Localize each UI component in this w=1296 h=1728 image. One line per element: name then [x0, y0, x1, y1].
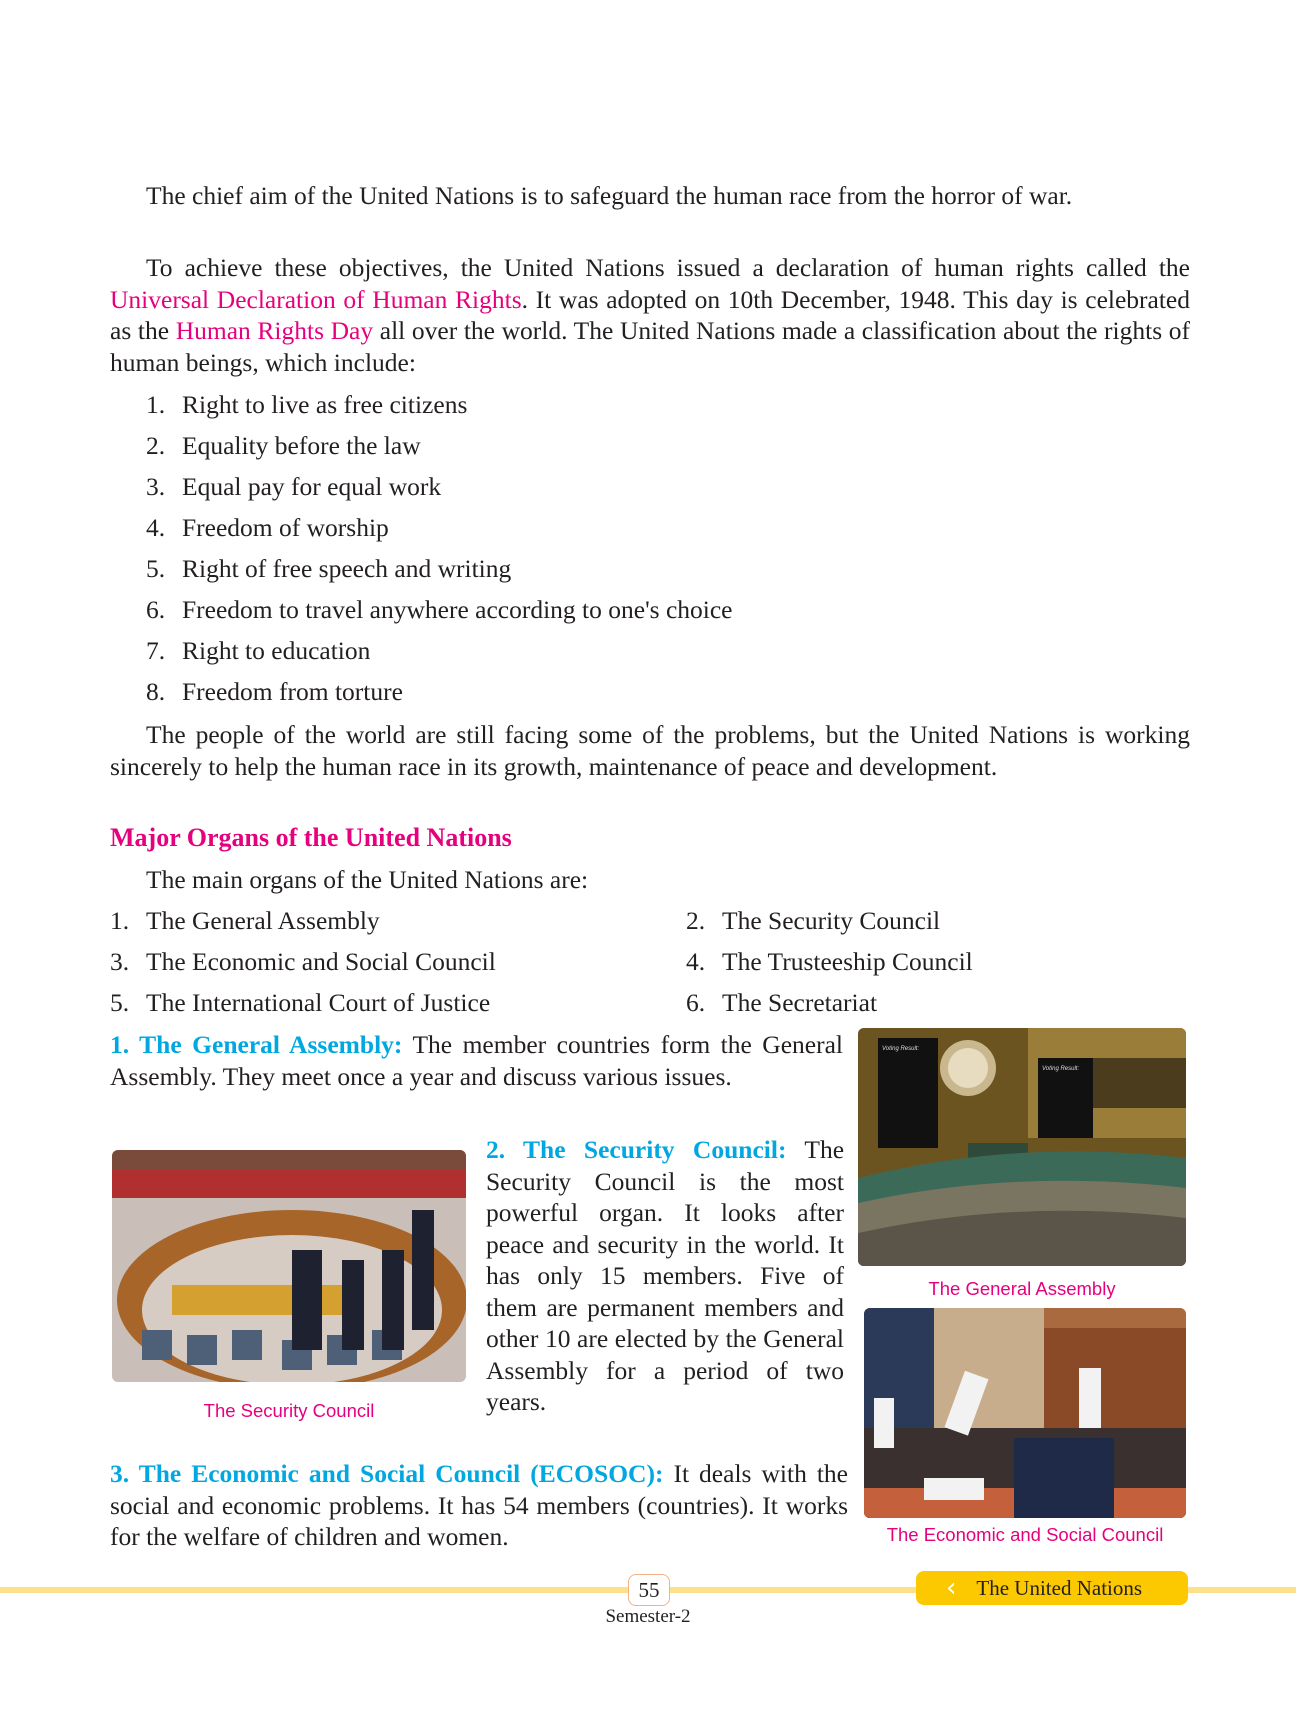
item-text: Freedom of worship: [182, 513, 389, 542]
organs-list-item: [110, 906, 380, 936]
voting-board-right: [1042, 1066, 1079, 1072]
item-text: Freedom to travel anywhere according to one's choice: [182, 595, 733, 624]
rights-list-item: [146, 389, 467, 420]
chevron-left-icon: ‹: [946, 1573, 957, 1603]
chapter-tab[interactable]: [916, 1571, 1188, 1605]
rights-list-item: [146, 512, 389, 543]
general-assembly-title: 1. The General Assembly:: [110, 1030, 403, 1059]
organs-list-item: [686, 988, 877, 1018]
text: . It was adopted on 10th December, 1948. This day is celebrated as the: [110, 284, 1190, 345]
item-text: The Security Council: [722, 906, 941, 935]
security-council-photo: [112, 1150, 466, 1382]
text: To achieve these objectives, the United Nations issued a declaration of human rights called the: [146, 253, 1190, 282]
general-assembly-caption: The General Assembly: [928, 1278, 1116, 1299]
organs-intro: The main organs of the United Nations are:: [146, 865, 589, 894]
item-text: The General Assembly: [146, 906, 380, 935]
security-council-paragraph: [486, 1134, 844, 1418]
chapter-title: The United Nations: [976, 1575, 1143, 1600]
general-assembly-illustration: [858, 1028, 1186, 1266]
ecosoc-illustration: [864, 1308, 1186, 1518]
item-text: Equal pay for equal work: [182, 472, 442, 501]
security-council-illustration: [112, 1150, 466, 1382]
board-title: Voting Result:: [1042, 1066, 1080, 1072]
item-number: 8.: [146, 677, 166, 706]
rights-list-item: [146, 430, 421, 461]
security-council-title: 2. The Security Council:: [486, 1135, 787, 1164]
item-text: The International Court of Justice: [146, 988, 491, 1017]
general-assembly-photo: [858, 1028, 1186, 1266]
item-number: 1.: [146, 390, 166, 419]
item-text: The Economic and Social Council: [146, 947, 496, 976]
item-text: Right to education: [182, 636, 371, 665]
item-number: 6.: [686, 988, 706, 1017]
human-rights-day-highlight: Human Rights Day: [175, 316, 374, 345]
organs-list-item: [110, 988, 490, 1018]
page-number: 55: [628, 1574, 670, 1606]
organs-list-item: [686, 947, 973, 977]
item-text: The Trusteeship Council: [722, 947, 973, 976]
organs-list-item: [686, 906, 940, 936]
section-heading: Major Organs of the United Nations: [110, 823, 512, 852]
problems-paragraph: The people of the world are still facing some of the problems, but the United Nations is working sincerely to help the human race in its growth, maintenance of peace and development.: [110, 720, 1190, 781]
semester-label: Semester-2: [605, 1606, 691, 1627]
item-text: Right to live as free citizens: [182, 390, 468, 419]
item-text: The Secretariat: [722, 988, 878, 1017]
rights-list-item: [146, 471, 441, 502]
item-text: Freedom from torture: [182, 677, 403, 706]
board-title: Voting Result:: [882, 1046, 920, 1052]
item-number: 3.: [146, 472, 166, 501]
general-assembly-paragraph: [110, 1029, 843, 1092]
intro-paragraph-1: The chief aim of the United Nations is to safeguard the human race from the horror of war.: [146, 181, 1073, 210]
udhr-highlight: Universal Declaration of Human Rights: [110, 284, 522, 314]
organs-list-item: [110, 947, 496, 977]
item-number: 7.: [146, 636, 166, 665]
item-number: 4.: [146, 513, 166, 542]
item-text: Equality before the law: [182, 431, 421, 460]
item-number: 5.: [110, 988, 130, 1017]
ecosoc-title: 3. The Economic and Social Council (ECOSOC):: [110, 1459, 664, 1488]
text: all over the world. The United Nations made a classification about the rights of human beings, which include:: [110, 316, 1191, 377]
rights-list-item: [146, 676, 403, 707]
item-number: 2.: [146, 431, 166, 460]
item-number: 3.: [110, 947, 130, 976]
rights-list-item: [146, 635, 370, 666]
text: The Security Council is the most powerful organ. It looks after peace and security in the world. It has only 15 members. Five of them are permanent members and other 10 are elected by the General Assembly for a period of two years.: [486, 1135, 845, 1416]
text: The member countries form the General Assembly. They meet once a year and discuss various issues.: [110, 1030, 844, 1091]
text: It deals with the social and economic problems. It has 54 members (countries). It works for the welfare of children and women.: [110, 1459, 848, 1551]
intro-paragraph-2: [110, 252, 1190, 378]
item-number: 5.: [146, 554, 166, 583]
rights-list-item: [146, 594, 733, 625]
rights-list-item: [146, 553, 511, 584]
voting-board-left: [882, 1046, 919, 1052]
ecosoc-paragraph: [110, 1458, 848, 1553]
ecosoc-photo: [864, 1308, 1186, 1518]
item-number: 2.: [686, 906, 706, 935]
item-number: 4.: [686, 947, 706, 976]
security-council-caption: The Security Council: [203, 1400, 375, 1421]
item-text: Right of free speech and writing: [182, 554, 512, 583]
ecosoc-caption: The Economic and Social Council: [886, 1524, 1164, 1545]
item-number: 6.: [146, 595, 166, 624]
item-number: 1.: [110, 906, 130, 935]
